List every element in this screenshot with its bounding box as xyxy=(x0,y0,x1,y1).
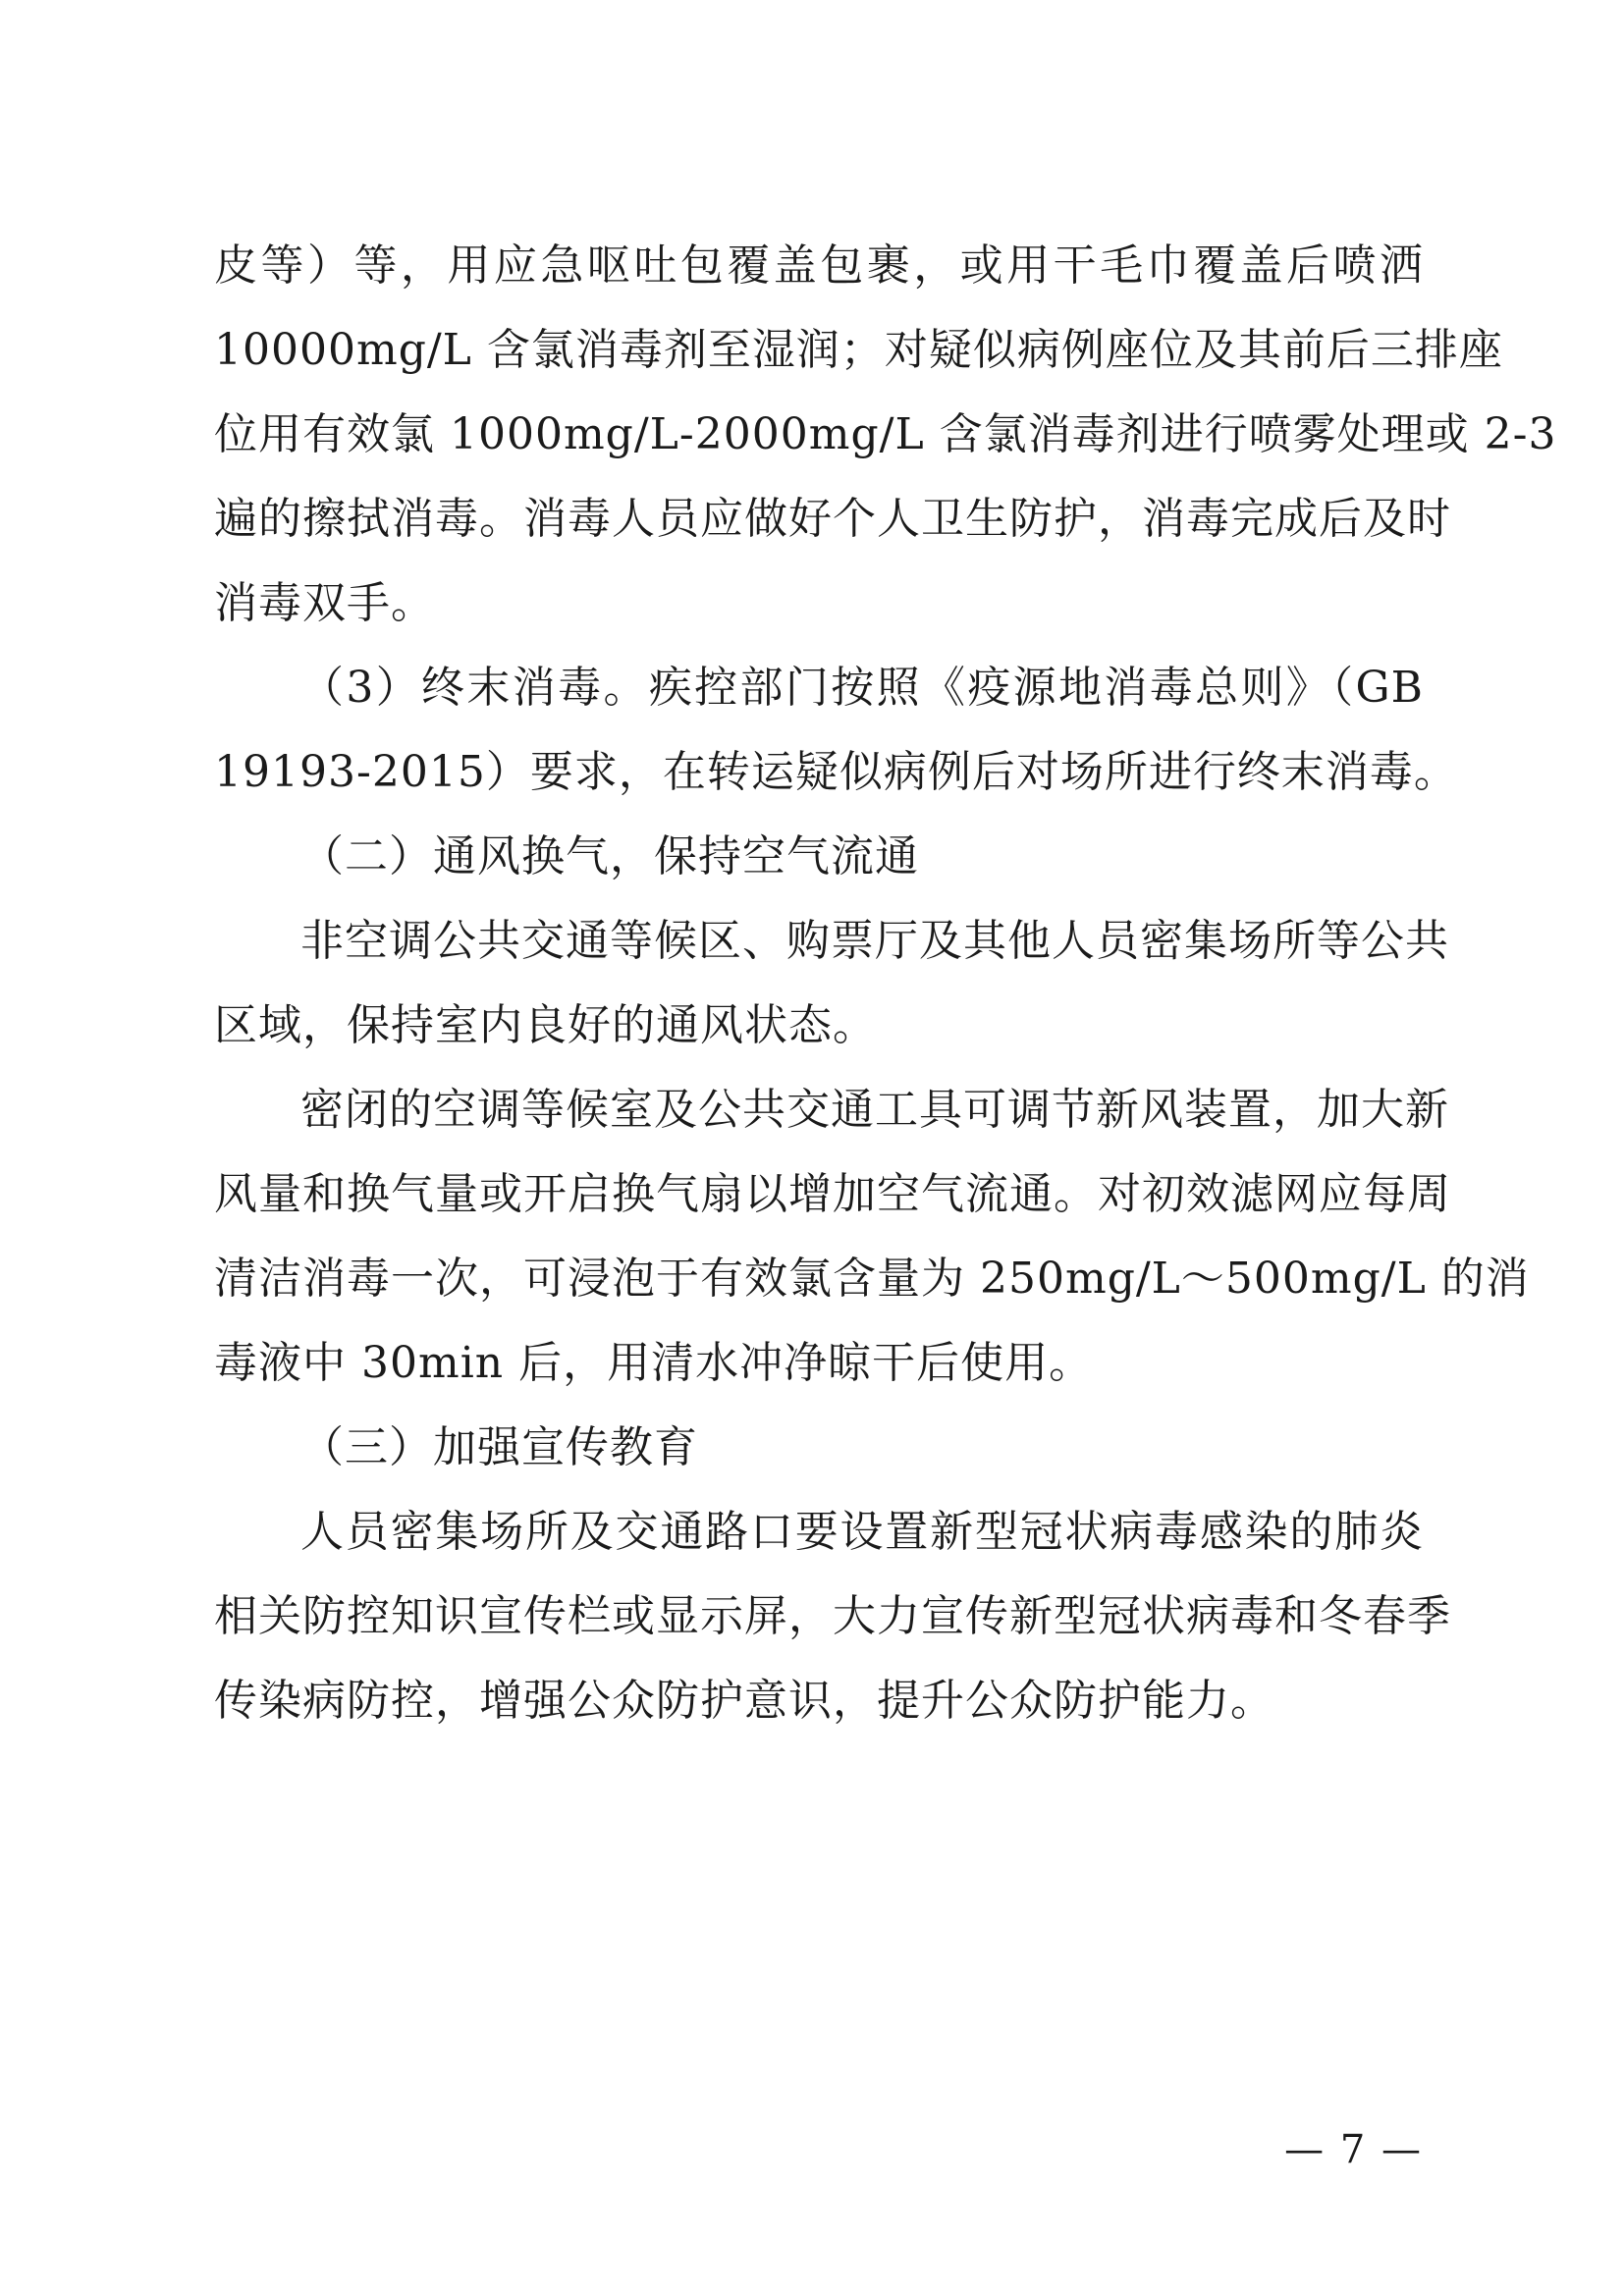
page-number: — 7 — xyxy=(1284,2127,1423,2172)
section-heading: （二）通风换气，保持空气流通 xyxy=(300,831,919,881)
text-line: 10000mg/L 含氯消毒剂至湿润；对疑似病例座位及其前后三排座 xyxy=(214,325,1503,375)
text-line: 位用有效氯 1000mg/L-2000mg/L 含氯消毒剂进行喷雾处理或 2-3 xyxy=(214,409,1557,459)
text-line: 遍的擦拭消毒。消毒人员应做好个人卫生防护，消毒完成后及时 xyxy=(214,494,1451,544)
text-line: 清洁消毒一次，可浸泡于有效氯含量为 250mg/L～500mg/L 的消 xyxy=(214,1254,1530,1304)
text-line: 毒液中 30min 后，用清水冲净晾干后使用。 xyxy=(214,1338,1094,1388)
text-line: 传染病防控，增强公众防护意识，提升公众防护能力。 xyxy=(214,1676,1274,1726)
text-line: 皮等）等，用应急呕吐包覆盖包裹，或用干毛巾覆盖后喷洒 xyxy=(214,240,1424,291)
text-line: 风量和换气量或开启换气扇以增加空气流通。对初效滤网应每周 xyxy=(214,1169,1451,1219)
text-line: 密闭的空调等候室及公共交通工具可调节新风装置，加大新 xyxy=(300,1085,1449,1135)
text-line: （3）终末消毒。疾控部门按照《疫源地消毒总则》（GB xyxy=(300,663,1424,713)
text-line: 人员密集场所及交通路口要设置新型冠状病毒感染的肺炎 xyxy=(300,1507,1424,1557)
text-line: 消毒双手。 xyxy=(214,578,435,628)
section-heading: （三）加强宣传教育 xyxy=(300,1422,698,1472)
text-line: 区域，保持室内良好的通风状态。 xyxy=(214,1000,877,1050)
document-body xyxy=(214,224,1557,1743)
text-line: 非空调公共交通等候区、购票厅及其他人员密集场所等公共 xyxy=(300,916,1449,966)
text-line: 19193-2015）要求，在转运疑似病例后对场所进行终末消毒。 xyxy=(214,747,1458,797)
text-line: 相关防控知识宣传栏或显示屏，大力宣传新型冠状病毒和冬春季 xyxy=(214,1591,1451,1641)
